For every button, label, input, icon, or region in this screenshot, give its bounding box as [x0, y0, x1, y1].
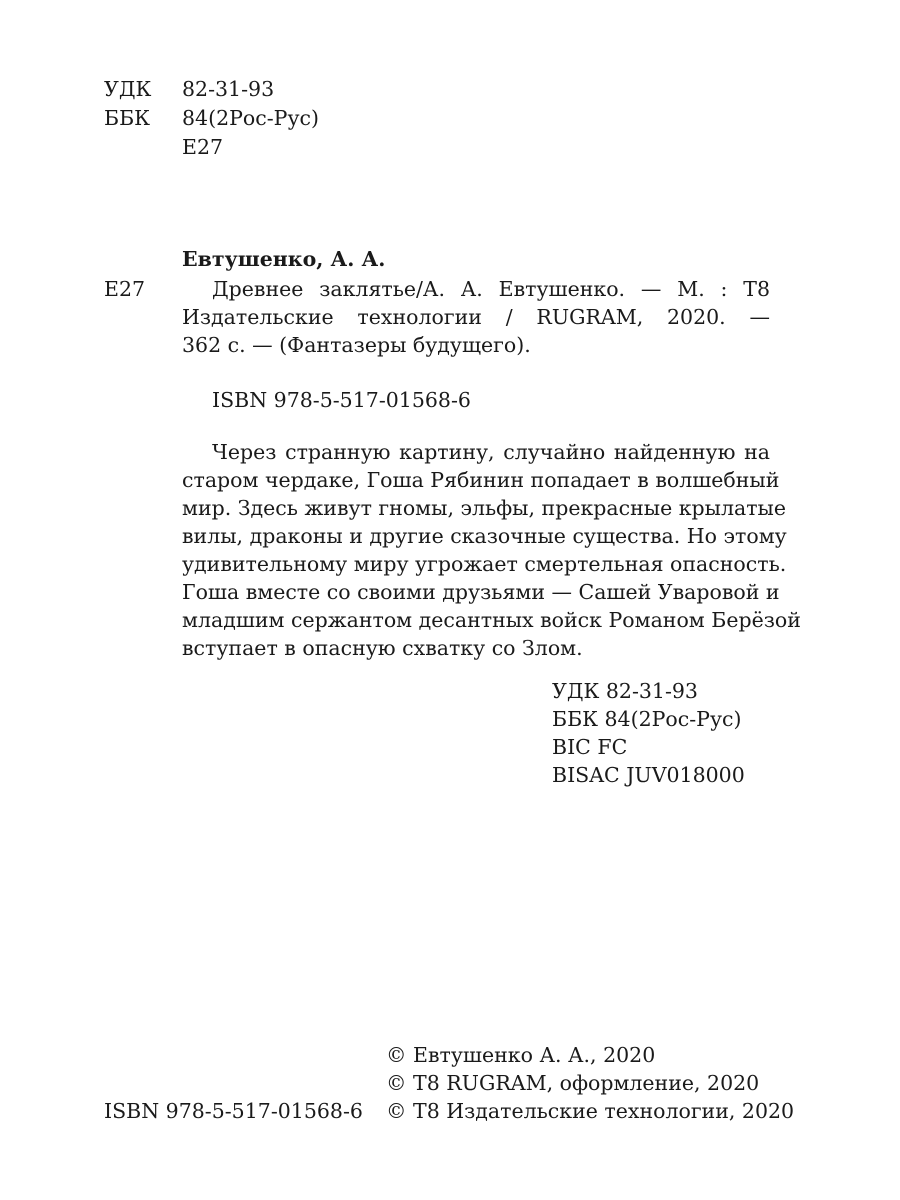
bic-code: BIC FC	[552, 735, 628, 759]
record-isbn: ISBN 978-5-517-01568-6	[212, 388, 471, 412]
annotation-line: Через странную картину, случайно найденную на	[212, 440, 770, 464]
bisac-code: BISAC JUV018000	[552, 763, 745, 787]
author-name: Евтушенко, А. А.	[182, 247, 386, 271]
annotation-line: мир. Здесь живут гномы, эльфы, прекрасные крылатые	[182, 496, 786, 520]
description-line: Древнее заклятье/А. А. Евтушенко. — М. : Т8	[212, 277, 770, 301]
annotation-line: младшим сержантом десантных войск Романом Берёзой	[182, 608, 801, 632]
bibliographic-description	[182, 275, 770, 359]
author-mark: Е27	[104, 277, 146, 301]
udk-value: 82-31-93	[182, 77, 275, 101]
annotation	[182, 438, 801, 662]
annotation-line: вилы, драконы и другие сказочные существа. Но этому	[182, 524, 787, 548]
copyright-block	[386, 1041, 794, 1125]
annotation-line: удивительному миру угрожает смертельная опасность.	[182, 552, 787, 576]
bbk-code: ББК 84(2Рос-Рус)	[552, 707, 742, 731]
udk-code: УДК 82-31-93	[552, 679, 698, 703]
author-mark-top: Е27	[182, 135, 224, 159]
classification-codes	[552, 677, 745, 789]
annotation-line: вступает в опасную схватку со Злом.	[182, 636, 583, 660]
bottom-isbn: ISBN 978-5-517-01568-6	[104, 1099, 363, 1123]
description-line: Издательские технологии / RUGRAM, 2020. —	[182, 305, 770, 329]
bbk-label: ББК	[104, 106, 150, 130]
copyright-design: © Т8 RUGRAM, оформление, 2020	[386, 1071, 760, 1095]
copyright-author: © Евтушенко А. А., 2020	[386, 1043, 656, 1067]
description-line: 362 с. — (Фантазеры будущего).	[182, 333, 531, 357]
annotation-line: Гоша вместе со своими друзьями — Сашей Уваровой и	[182, 580, 780, 604]
annotation-line: старом чердаке, Гоша Рябинин попадает в волшебный	[182, 468, 780, 492]
udk-label: УДК	[104, 77, 152, 101]
copyright-publisher: © Т8 Издательские технологии, 2020	[386, 1099, 795, 1123]
bbk-value: 84(2Рос-Рус)	[182, 106, 320, 130]
